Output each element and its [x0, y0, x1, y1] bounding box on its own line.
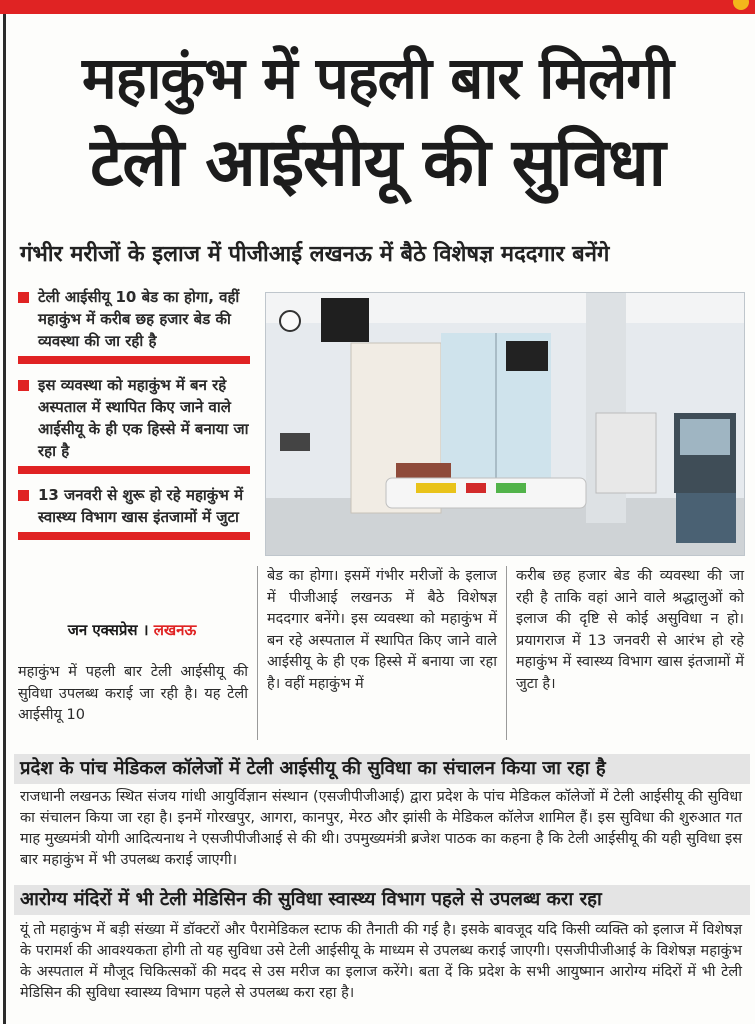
highlight-text: टेली आईसीयू 10 बेड का होगा, वहीं महाकुंभ में करीब छह हजार बेड की व्यवस्था की जा रही है — [38, 288, 240, 350]
highlight-item — [14, 286, 250, 364]
highlight-item — [14, 484, 250, 540]
top-banner-strip — [0, 0, 755, 14]
red-divider — [18, 532, 250, 540]
bullet-square-icon — [18, 292, 29, 303]
column-rule — [506, 566, 507, 740]
body-column-1: महाकुंभ में पहली बार टेली आईसीयू की सुविधा उपलब्ध कराई जा रही है। यह टेली आईसीयू 10 — [18, 664, 248, 723]
byline-location: लखनऊ — [153, 621, 197, 639]
emblem-icon — [733, 0, 749, 10]
headline-line-2: टेली आईसीयू की सुविधा — [90, 124, 665, 201]
section-text-2: यूं तो महाकुंभ में बड़ी संख्या में डॉक्टरों और पैरामेडिकल स्टाफ की तैनाती की गई है। इसके बावजूद यदि किसी व्यक्ति को इलाज में विशेषज्ञ के परामर्श की आवश्यकता होगी तो यह सुविधा उसे टेली आईसीयू के माध्यम से उपलब्ध कराई जाएगी। एसजीपीजीआई के विशेषज्ञ महाकुंभ के अस्पताल में मौजूद चिकित्सकों की मदद से उस मरीज का इलाज करेंगे। बता दें कि प्रदेश के सभी आयुष्मान आरोग्य मंदिरों में भी टेली मेडिसिन की सुविधा स्वास्थ्य विभाग पहले से उपलब्ध करा रहा है। — [20, 922, 742, 1001]
body-column-2: बेड का होगा। इसमें गंभीर मरीजों के इलाज में पीजीआई लखनऊ में बैठे विशेषज्ञ मददगार बनेंगे। इस व्यवस्था को महाकुंभ में बन रहे अस्पताल में स्थापित किए जाने वाले आईसीयू के ही एक हिस्से में बनाया जा रहा है। वहीं महाकुंभ में — [267, 568, 497, 692]
red-divider — [18, 356, 250, 364]
bullet-square-icon — [18, 490, 29, 501]
headline-line-1: महाकुंभ में पहली बार मिलेगी — [82, 44, 673, 112]
icu-room-photo — [265, 292, 745, 556]
highlight-text: इस व्यवस्था को महाकुंभ में बन रहे अस्पताल में स्थापित किए जाने वाले आईसीयू के ही एक हिस्से में बनाया जा रहा है — [38, 376, 249, 460]
highlight-item — [14, 374, 250, 474]
body-column-3: करीब छह हजार बेड की व्यवस्था की जा रही है ताकि वहां आने वाले श्रद्धालुओं को इलाज की दृष्टि से कोई असुविधा न हो। प्रयागराज में 13 जनवरी से आरंभ हो रहे महाकुंभ में स्वास्थ्य विभाग खास इंतजामों में जुटा है। — [516, 568, 744, 692]
column-rule — [257, 566, 258, 740]
red-divider — [18, 466, 250, 474]
section-heading-1: प्रदेश के पांच मेडिकल कॉलेजों में टेली आईसीयू की सुविधा का संचालन किया जा रहा है — [14, 754, 750, 784]
bullet-square-icon — [18, 380, 29, 391]
byline-source: जन एक्सप्रेस — [67, 621, 138, 639]
section-heading-2: आरोग्य मंदिरों में भी टेली मेडिसिन की सुविधा स्वास्थ्य विभाग पहले से उपलब्ध करा रहा — [14, 885, 750, 915]
section-text-1: राजधानी लखनऊ स्थित संजय गांधी आयुर्विज्ञान संस्थान (एसजीपीजीआई) द्वारा प्रदेश के पांच मेडिकल कॉलेजों में टेली आईसीयू की सुविधा का संचालन किया जा रहा है। इनमें गोरखपुर, आगरा, कानपुर, मेरठ और झांसी के मेडिकल कॉलेज शामिल हैं। इस सुविधा की शुरुआत गत माह मुख्यमंत्री योगी आदित्यनाथ ने एसजीपीजीआई से की थी। उपमुख्यमंत्री ब्रजेश पाठक का कहना है कि टेली आईसीयू की यही सुविधा इस बार महाकुंभ में भी उपलब्ध कराई जाएगी। — [20, 789, 742, 868]
highlight-text: 13 जनवरी से शुरू हो रहे महाकुंभ में स्वास्थ्य विभाग खास इंतजामों में जुटा — [38, 486, 244, 526]
byline: जन एक्सप्रेस । लखनऊ — [67, 621, 197, 639]
subheadline: गंभीर मरीजों के इलाज में पीजीआई लखनऊ में बैठे विशेषज्ञ मददगार बनेंगे — [20, 242, 610, 267]
highlight-list — [14, 286, 250, 550]
